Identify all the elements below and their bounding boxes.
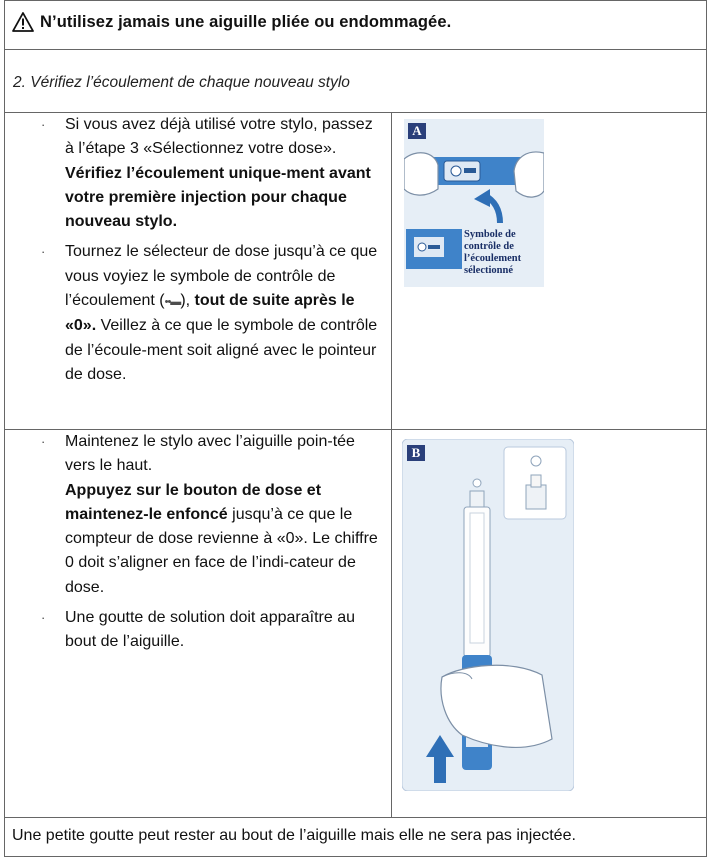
figure-a-label: A (408, 123, 426, 139)
list-item (5, 113, 391, 234)
b2-text: Une goutte de solution doit apparaître au bout de l’aiguille. (65, 609, 355, 651)
figure-b-illustration (402, 439, 574, 791)
bullet: · (41, 434, 46, 449)
instructions-b-cell (5, 430, 392, 818)
warning-triangle-icon (12, 12, 34, 32)
a2-bold: tout de suite après le «0». (65, 292, 355, 335)
footer-note: Une petite goutte peut rester au bout de l’aiguille mais elle ne sera pas injectée. (12, 827, 576, 844)
footer-cell (5, 818, 707, 857)
a2-text-end: Veillez à ce que le symbole de contrôle de l’écoule-ment soit aligné avec le pointeur de dose. (65, 317, 378, 383)
bullet: · (41, 117, 46, 132)
bullet: · (41, 610, 46, 626)
figure-b-label: B (407, 445, 425, 461)
list-item (5, 240, 391, 387)
a2-text: Tournez le sélecteur de dose jusqu’à ce que vous voyiez le symbole de contrôle de l’écoulement ( (65, 243, 378, 310)
b1-bold: Appuyez sur le bouton de dose et maintenez-le enfoncé (65, 481, 322, 523)
list-item (5, 430, 391, 600)
warning-cell (5, 1, 707, 50)
step-title: 2. Vérifiez l’écoulement de chaque nouveau stylo (13, 74, 350, 91)
list-item (5, 606, 391, 655)
figure-a-caption: Symbole de contrôle de l’écoulement sélectionné (464, 229, 522, 276)
a2-text-close: ), (180, 292, 195, 310)
a1-bold: Vérifiez l’écoulement unique-ment avant votre première injection pour chaque nouveau stylo. (65, 164, 371, 231)
instructions-a-cell (5, 113, 392, 430)
bullet: · (41, 244, 46, 260)
a1-text: Si vous avez déjà utilisé votre stylo, passez à l’étape 3 «Sélectionnez votre dose». (65, 116, 373, 158)
figure-a-cell (392, 113, 707, 430)
b1-text: Maintenez le stylo avec l’aiguille poin-tée vers le haut. (65, 433, 355, 475)
warning-text: N’utilisez jamais une aiguille pliée ou endommagée. (40, 12, 452, 31)
warning-banner (5, 1, 706, 32)
b1-text-end: jusqu’à ce que le compteur de dose revienne à «0». Le chiffre 0 doit s’aligner en face de l’indi-cateur de dose. (65, 505, 378, 596)
instructions-table (4, 0, 707, 857)
figure-b-cell (392, 430, 707, 818)
step-title-cell (5, 50, 707, 113)
flow-check-symbol-icon: ••▬ (164, 296, 181, 309)
